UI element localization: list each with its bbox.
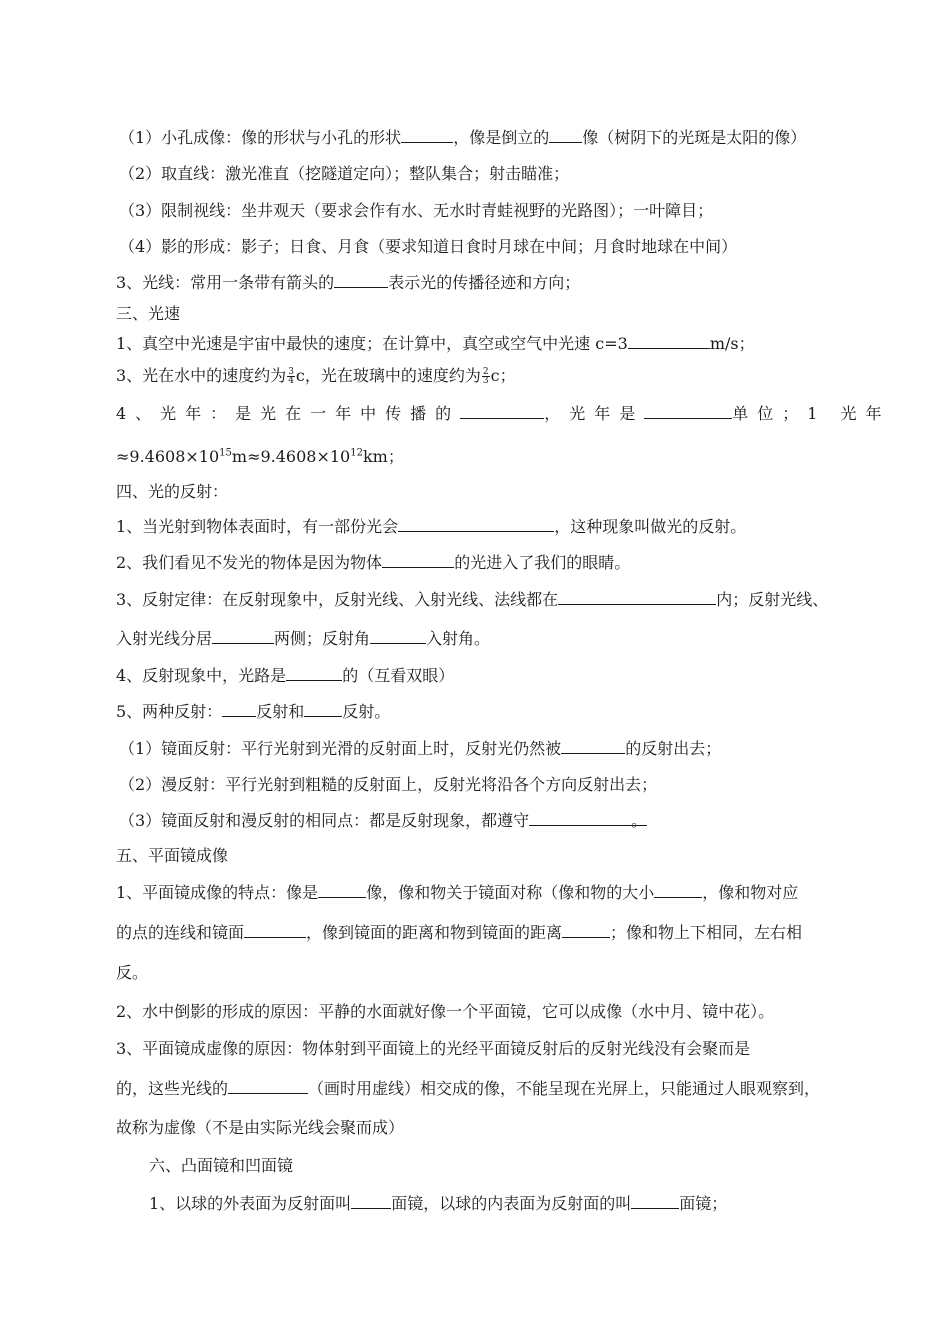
fill-blank[interactable] [631,1194,679,1209]
text-segment: 的点的连线和镜面 [116,923,245,942]
text-line: 2、水中倒影的形成的原因：平静的水面就好像一个平面镜，它可以成像（水中月、镜中花）。 [116,1002,775,1021]
fill-blank[interactable] [561,739,625,754]
text-segment: 5、两种反射： [116,702,223,721]
text-segment: （1）小孔成像：像的形状与小孔的形状 [119,128,402,147]
text-segment: 2、我们看见不发光的物体是因为物体 [116,553,383,572]
text-segment: 3、反射定律：在反射现象中，反射光线、入射光线、法线都在 [116,590,559,609]
text-segment: m≈9.4608×10 [231,447,351,466]
text-line: （2）取直线：激光准直（挖隧道定向）；整队集合；射击瞄准； [119,164,570,183]
fill-blank[interactable] [222,702,256,717]
text-segment: km； [362,447,404,466]
text-line [119,811,853,831]
text-segment: 入射光线分居 [116,629,213,648]
text-segment: 1、平面镜成像的特点：像是 [116,883,319,902]
text-line [116,404,891,424]
fill-blank[interactable] [654,883,702,898]
fill-blank[interactable] [334,273,388,288]
text-segment: 反射。 [342,702,391,721]
exponent: 15 [219,447,232,459]
text-segment: 面镜； [679,1194,728,1213]
text-segment: 1、当光射到物体表面时，有一部份光会 [116,517,399,536]
text-line: 3、平面镜成虚像的原因：物体射到平面镜上的光经平面镜反射后的反射光线没有会聚而是 [116,1039,751,1058]
text-segment: 表示光的传播径迹和方向； [388,273,581,292]
text-segment: （3）镜面反射和漫反射的相同点：都是反射现象，都遵守 [119,811,530,830]
text-line [116,273,850,293]
section-heading: 六、凸面镜和凹面镜 [149,1156,294,1175]
text-segment: ，像到镜面的距离和物到镜面的距离 [306,923,563,942]
fill-blank[interactable] [304,702,342,717]
text-line [116,1079,850,1099]
text-segment: 的反射出去； [625,739,722,758]
fill-blank[interactable] [401,128,453,143]
text-segment: 的，这些光线的 [116,1079,229,1098]
text-segment: （画时用虚线）相交成的像，不能呈现在光屏上，只能通过人眼观察到， [308,1079,821,1098]
text-segment: 1、以球的外表面为反射面叫 [149,1194,352,1213]
section-heading: 五、平面镜成像 [116,846,229,865]
section-heading: 三、光速 [116,304,181,323]
text-segment: （1）镜面反射：平行光射到光滑的反射面上时，反射光仍然被 [119,739,562,758]
exponent: 12 [350,447,363,459]
text-segment: 3、光线：常用一条带有箭头的 [116,273,335,292]
text-line [116,366,850,386]
text-line [116,883,850,903]
text-line [149,1194,883,1214]
fill-blank[interactable] [318,883,366,898]
text-segment: 的光进入了我们的眼睛。 [454,553,631,572]
text-segment: ≈9.4608×10 [116,447,220,466]
text-segment: ，这种现象叫做光的反射。 [554,517,747,536]
text-segment: 两侧；反射角 [274,629,371,648]
fill-blank[interactable] [351,1194,391,1209]
text-segment: m/s； [709,334,755,353]
text-segment: 3、光在水中的速度约为 [116,366,287,385]
fill-blank[interactable] [529,811,648,830]
fill-blank[interactable] [549,128,582,143]
text-segment: 入射角。 [426,629,491,648]
fill-blank[interactable] [644,404,732,419]
fill-blank[interactable] [370,629,426,644]
fill-blank[interactable] [382,553,454,568]
fill-blank[interactable] [460,404,544,419]
fill-blank[interactable] [398,517,554,532]
text-line [116,666,850,686]
text-line [119,739,853,759]
text-segment: 4、光年：是光在一年中传播的 [116,404,461,423]
text-line [116,923,850,943]
text-line [116,517,850,537]
fill-blank[interactable] [212,629,274,644]
fill-blank[interactable] [286,666,342,681]
text-segment: 像，像和物关于镜面对称（像和物的大小 [366,883,655,902]
text-segment: c； [490,366,516,385]
text-segment: 内；反射光线、 [716,590,829,609]
text-line [116,334,850,354]
text-segment: 。 [631,811,648,830]
text-line [116,629,850,649]
fill-blank[interactable] [228,1079,308,1094]
text-line [119,128,853,148]
text-segment: 1、真空中光速是宇宙中最快的速度；在计算中，真空或空气中光速 c=3 [116,334,628,353]
text-segment: ；像和物上下相同，左右相 [610,923,803,942]
text-line: 反。 [116,963,149,982]
text-segment: c，光在玻璃中的速度约为 [295,366,481,385]
text-segment: ，像是倒立的 [453,128,550,147]
text-line: （4）影的形成：影子；日食、月食（要求知道日食时月球在中间；月食时地球在中间） [119,237,738,256]
text-line [116,553,850,573]
text-segment: ，光年是 [544,404,645,423]
fill-blank[interactable] [562,923,610,938]
text-line: （3）限制视线：坐井观天（要求会作有水、无水时青蛙视野的光路图）；一叶障目； [119,201,714,220]
text-segment: 面镜，以球的内表面为反射面的叫 [391,1194,632,1213]
text-segment: 的（互看双眼） [342,666,455,685]
fill-blank[interactable] [244,923,306,938]
text-segment: ，像和物对应 [702,883,799,902]
text-line: （2）漫反射：平行光射到粗糙的反射面上，反射光将沿各个方向反射出去； [119,775,658,794]
text-segment: 反射和 [256,702,305,721]
text-segment: 单位；1 光年 [732,404,891,423]
fill-blank[interactable] [628,334,710,349]
text-segment: 像（树阴下的光斑是太阳的像） [582,128,807,147]
text-segment: 4、反射现象中，光路是 [116,666,287,685]
section-heading: 四、光的反射： [116,482,229,501]
fraction-three-quarters: $\frac{3}{4}$ [288,367,294,386]
fill-blank[interactable] [558,590,716,605]
text-line [116,447,850,467]
text-line: 故称为虚像（不是由实际光线会聚而成） [116,1118,405,1137]
text-line [116,590,850,610]
text-line [116,702,850,722]
fraction-two-thirds: $\frac{2}{3}$ [482,367,489,386]
